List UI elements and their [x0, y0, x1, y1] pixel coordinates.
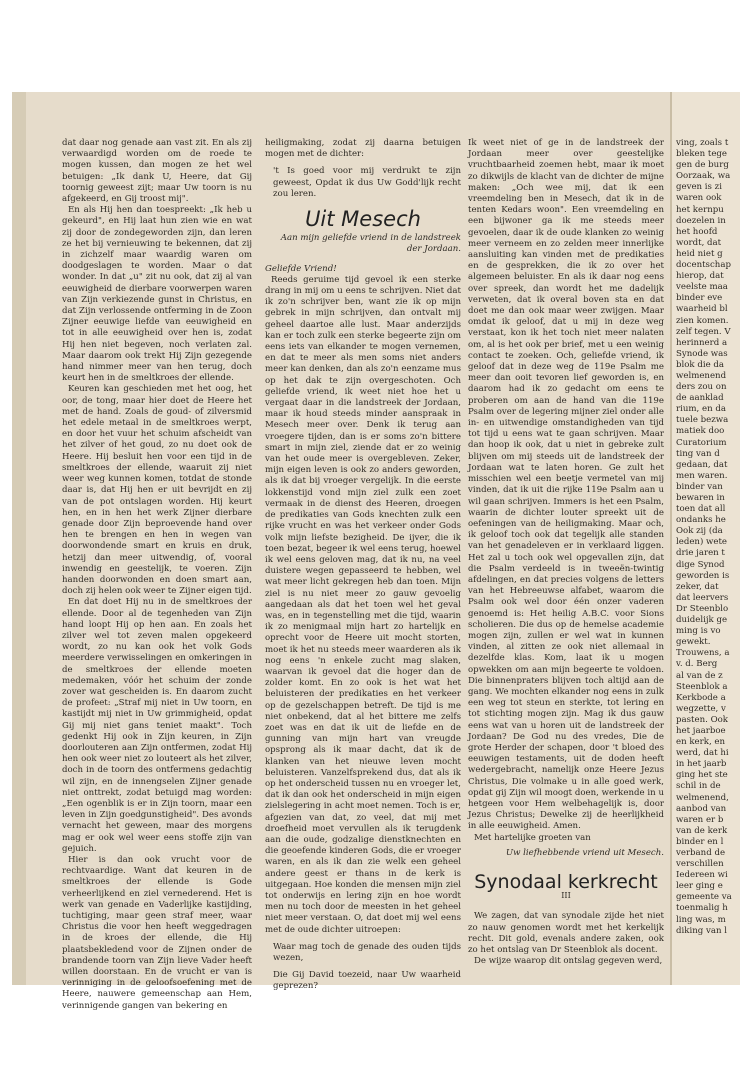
text-line: Dr Steenblo [676, 603, 729, 614]
text-line: de aanklad [676, 393, 724, 404]
text-line: het hoofd [676, 226, 718, 237]
text-line: het kernpu [676, 204, 724, 215]
text-line: en kerk, en [676, 737, 726, 748]
salutation: Geliefde Vriend! [265, 263, 337, 274]
text-line: leden) wete [676, 537, 728, 548]
text-line: toenmalig h [676, 903, 728, 914]
text-line: gewekt. [676, 637, 711, 648]
text-line: zeker, dat [676, 581, 719, 592]
text-line: het jaarboe [676, 725, 726, 736]
article-title-synodaal-kerkrecht: Synodaal kerkrecht [474, 871, 658, 893]
text-line: al van de z [676, 670, 723, 681]
paragraph: De wijze waarop dit ontslag gegeven werd, [474, 956, 663, 967]
page-binding-strip [12, 92, 26, 985]
text-line: wegzette, v [676, 703, 726, 714]
text-line: Steenblok a [676, 681, 728, 692]
dedication: Aan mijn geliefde vriend in de landstreek der Jordaan. [280, 233, 461, 255]
text-line: dige Synod [676, 559, 725, 570]
text-line: Curatorium [676, 437, 727, 448]
text-line: herinnerd a [676, 337, 728, 348]
column-1 [62, 138, 252, 1011]
text-line: gemeente va [676, 892, 732, 903]
text-line: docentschap [676, 260, 731, 271]
text-line: diking van l [676, 925, 727, 936]
text-line: geven is zi [676, 182, 722, 193]
text-line: ondanks he [676, 515, 726, 526]
text-line: rium, en da [676, 404, 726, 415]
text-line: zien komen. [676, 315, 729, 326]
paragraph: Keuren kan geschieden met het oog, het oor, de tong, maar hier doet de Heere het met de hand. Zoals de goud- of zilversmid het edele metaal in de smeltkroes werpt, en door het vuur het schuim afscheidt van het zilver of het goud, zo nu doet ook de Heere. Hij besluit hen voor een tijd in de smeltkroes der ellende, waaruit zij niet weer weg kunnen komen, totdat de stonde daar is, dat Hij hen er uit bevrijdt en zij van de pot ontslagen worden. Hij keurt hen, en in hen het werk Zijner dierbare genade door Zijn beproevende hand over hen te brengen en hen in wegen van doorwondende smart en kruis en druk, hetzij dan meer uitwendig, of, vooral inwendig en geestelijk, te voeren. Zijn handen doorwonden en doen smart aan, doch zij helen ook weer te Zijner eigen tijd. [62, 384, 252, 597]
text-line: leer ging e [676, 881, 723, 892]
paragraph: We zagen, dat van synodale zijde het niet zo nauw genomen wordt met het kerkelijk recht. Dit gold, evenals andere zaken, ook zo het ontslag van Dr Steenblok als docent. [468, 911, 664, 956]
text-line: pasten. Ook [676, 714, 728, 725]
paragraph: En als Hij hen dan toespreekt: „Ik heb u gekeurd", en Hij laat hun zien wie en wat zij door de zondegeworden zijn, dan leren ze het bij vernieuwing te bekennen, dat zij in zichzelf maar waardig waren om doodgeslagen te worden. Maar o dat wonder. In dat „u" zit nu ook, dat zij al van eeuwigheid de dierbare voorwerpen waren van Zijn verkiezende gunst in Christus, en dat Zijn verlossende ontferming in de Zoon Zijner eeuwige liefde van eeuwigheid en tot in alle eeuwigheid over hen is, zodat Hij hen niet begeven, noch verlaten zal. Maar daarom ook trekt Hij Zijn gezegende hand nimmer meer van hen terug, doch keurt hen in de smeltkroes der ellende. [62, 205, 252, 384]
closing: Met hartelijke groeten van [474, 832, 591, 843]
text-line: tuele bezwa [676, 415, 729, 426]
text-line: duidelijk ge [676, 615, 728, 626]
text-line: binder en l [676, 836, 724, 847]
text-line: ting van d [676, 448, 720, 459]
text-line: men waren. [676, 470, 728, 481]
text-line: drie jaren t [676, 548, 725, 559]
text-line: werd, dat hi [676, 748, 729, 759]
text-line: welmenend, [676, 792, 729, 803]
text-line: heid niet g [676, 248, 723, 259]
text-line: ming is vo [676, 626, 721, 637]
column-3 [468, 138, 664, 967]
text-line: waarheid bl [676, 304, 728, 315]
text-line: veelste maa [676, 282, 728, 293]
text-line: in het jaarb [676, 759, 727, 770]
text-line: dat leervers [676, 592, 729, 603]
text-line: v. d. Berg [676, 659, 718, 670]
text-line: binder van [676, 481, 723, 492]
column-2 [265, 138, 461, 992]
verse-line: Die Gij David toezeid, naar Uw waarheid geprezen? [273, 970, 461, 992]
text-line: Oorzaak, wa [676, 171, 731, 182]
text-line: binder eve [676, 293, 723, 304]
text-line: gen de burg [676, 160, 729, 171]
text-line: wordt, dat [676, 237, 722, 248]
text-line: welmenend [676, 370, 727, 381]
text-line: schil in de [676, 781, 721, 792]
text-line: verschillen [676, 859, 724, 870]
text-line: waren ook [676, 193, 722, 204]
text-line: Ook zij (da [676, 526, 723, 537]
text-line: ging het ste [676, 770, 728, 781]
text-line: ving, zoals t [676, 138, 729, 148]
text-line: Synode was [676, 348, 728, 359]
signature: Uw liefhebbende vriend uit Mesech. [505, 847, 664, 858]
text-line: Iedereen wi [676, 870, 728, 881]
paragraph: Hier is dan ook vrucht voor de rechtvaardige. Want dat keuren in de smeltkroes der ellende is Gode verheerlijkend en ziel vernederend. Het is werk van genade en Vaderlijke kastijding, tuchtiging, maar geen straf meer, waar Christus die voor hen heeft weggedragen in de kroes der ellende, die Hij plaatsbekledend voor de Zijnen onder de brandende toorn van Zijn lieve Vader heeft willen doorstaan. En de vrucht er van is verinniging in de geloofsoefening met de Heere, nauwere gemeenschap aan Hem, verinnigende gangen van bekering en [62, 855, 252, 1011]
text-line: aanbod van [676, 803, 727, 814]
verse-quote: 't Is goed voor mij verdrukt te zijn geweest, Opdat ik dus Uw Godd'lijk recht zou leren. [273, 166, 461, 199]
column-4-cropped [676, 138, 738, 936]
section-number: III [561, 891, 571, 901]
text-line: Trouwens, a [676, 648, 730, 659]
paragraph: dat daar nog genade aan vast zit. En als zij verwaardigd worden om de roede te mogen kussen, dan mogen ze het wel betuigen: „Ik dank U, Heere, dat Gij toornig geweest zijt; maar Uw toorn is nu afgekeerd, en Gij troost mij". [62, 138, 252, 205]
text-line: zelf tegen. V [676, 326, 731, 337]
paragraph: Ik weet niet of ge in de landstreek der Jordaan meer over geestelijke vruchtbaarheid zoemen hebt, maar ik moet zo dikwijls de klacht van de dichter de mijne maken: „Och wee mij, dat ik een vreemdeling ben in Mesech, dat ik in de tenten Kedars woon". Een vreemdeling en een bijwoner ga ik me steeds meer gevoelen, daar ik de oude klanken zo weinig meer verneem en zo zelden meer innerlijke aansluiting kan vinden met de predikaties en de gesprekken, die ik zo over het algemeen beluister. En als ik daar nog eens over spreek, dan wordt het me dadelijk verweten, dat ik overal boven sta en dat doet me dan ook maar weer zwijgen. Maar omdat ik geloof, dat u mij in deze weg verstaat, kon ik het toch niet meer nalaten om, al is het ook per brief, met u een weinig contact te zoeken. Och, geliefde vriend, ik geloof dat in deze weg de 119e Psalm me meer dan ooit tevoren lief geworden is, en daarom had ik zo gedacht om eens te proberen om aan de hand van die 119e Psalm over de legering mijner ziel onder alle in- en uitwendige omstandigheden van tijd tot tijd u eens wat te gaan schrijven. Maar dan hoop ik ook, dat u niet in gebreke zult blijven om mij steeds uit de landstreek der Jordaan wat te laten horen. Ge zult het misschien wel een beetje vermetel van mij vinden, dat ik uit die rijke 119e Psalm aan u wil gaan schrijven. Immers is het een Psalm, waarin de dichter louter spreekt uit de oefeningen van de heiligmaking. Maar och, ik geloof toch ook dat tegelijk alle standen van het genadeleven er in verklaard liggen. Het zal u toch ook wel opgevallen zijn, dat die Psalm verdeeld is in tweeën-twintig afdelingen, en dat precies volgens de letters van het Hebreeuwse alfabet, waarom die Psalm ook wel door één onzer vaderen genoemd is: Het heilig A.B.C. voor Sions scholieren. Die dus op de hemelse academie mogen zijn, zullen er wel wat in kunnen vinden, al zitten ze ook niet allemaal in dezelfde klas. Kom, laat ik u mogen opwekken om aan mijn begeerte te voldoen. Die binnenpraters blijven toch altijd aan de gang. We mochten elkander nog eens in zulk een weg tot steun en sterkte, tot lering en tot stichting mogen zijn. Mag ik dus gauw eens wat van u horen uit de landstreek der Jordaan? De God nu des vredes, Die de grote Herder der schapen, door 't bloed des eeuwigen testaments, uit de doden heeft wedergebracht, namelijk onze Heere Jezus Christus, Die volmake u in alle goed werk, opdat gij Zijn wil moogt doen, werkende in u hetgeen voor Hem welbehagelijk is, door Jezus Christus; Dewelke zij de heerlijkheid in alle eeuwigheid. Amen. [468, 138, 664, 832]
text-line: geworden is [676, 570, 730, 581]
text-line: ling was, m [676, 914, 726, 925]
text-line: blok die da [676, 359, 725, 370]
text-line: van de kerk [676, 825, 728, 836]
text-line: hierop, dat [676, 271, 724, 282]
text-line: Kerkbode a [676, 692, 726, 703]
text-line: matiek doo [676, 426, 725, 437]
text-line: toen dat all [676, 504, 726, 515]
text-line: ders zou on [676, 382, 727, 393]
text-line: bleken tege [676, 149, 728, 160]
verse-line: Waar mag toch de genade des ouden tijds wezen, [273, 941, 461, 964]
text-line: bewaren in [676, 493, 725, 503]
text-line: gedaan, dat [676, 459, 728, 470]
paragraph: Reeds geruime tijd gevoel ik een sterke drang in mij om u eens te schrijven. Niet dat ik zo'n schrijver ben, want zie ik op mijn gebrek in mijn schrijven, dan ontvalt mij geheel daartoe alle lust. Maar anderzijds kan er toch zulk een sterke begeerte zijn om eens iets van elkander te mogen vernemen, en dat te meer als men soms niet anders meer kan denken, dan als zo'n eenzame mus op het dak te zijn overgeschoten. Och geliefde vriend, ik weet niet hoe het u vergaat daar in die landstreek der Jordaan, maar ik houd steeds minder aanspraak in Mesech meer over. Denk ik terug aan vroegere tijden, dan is er soms zo'n bittere smart in mijn ziel, ziende dat er zo weinig van het oude meer is overgebleven. Zeker, mijn eigen leven is ook zo anders geworden, als ik dat bij vroeger vergelijk. In die eerste lokkenstijd vond mijn ziel zulk een zoet vermaak in de dienst des Heeren, droegen de predikaties van Gods knechten zulk een rijke vrucht en was het verkeer onder Gods volk mijn liefste bezigheid. De ijver, die ik toen bezat, begeer ik wel eens terug, hoewel ik wel eens geloven mag, dat ik nu, na veel duistere wegen gepasseerd te hebben, wel wat meer licht gekregen heb dan toen. Mijn ziel is nu niet meer zo gauw gevoelig aangedaan als dat het toen wel het geval was, en in tegenstelling met die tijd, waarin ik zo menigmaal mijn hart zo hartelijk en oprecht voor de Heere uit mocht storten, moet ik het nu steeds meer waarderen als ik nog eens 'n enkele zucht mag slaken, waarvan ik gevoel dat die hoger dan de zolder komt. En zo ook is het wat het beluisteren der predikaties en het verkeer op de gezelschappen betreft. De tijd is me niet onbekend, dat al het bittere me zelfs zoet was en dat ik uit de liefde en de gunning van mijn hart van vreugde opsprong als ik maar dacht, dat ik de klanken van het nieuwe leven mocht beluisteren. Vanzelfsprekend dus, dat als ik op het onderscheid tussen nu en vroeger let, dat ik dan ook het onderscheid in mijn eigen zielslegering in acht moet nemen. Toch is er, afgezien van dat, zo veel, dat mij met droefheid moet vervullen als ik terugdenk aan die oude, godzalige dienstknechten en die geoefende kinderen Gods, die er vroeger waren, en als ik dan zie welk een geheel andere geest er thans in de kerk is uitgegaan. Hoe konden die mensen mijn ziel tot onderwijs en lering zijn en hoe wordt men nu toch door de meesten in het geheel niet meer verstaan. O, dat doet mij wel eens met de oude dichter uitroepen: [265, 274, 461, 935]
paragraph: heiligmaking, zodat zij daarna betuigen mogen met de dichter: [265, 138, 461, 160]
paragraph: En dat doet Hij nu in de smeltkroes der ellende. Door al de tegenheden van Zijn hand loopt Hij op hen aan. En zoals het zilver wel tot zeven malen opgekeerd wordt, zo nu kan ook het volk Gods meerdere verwisselingen en omkeringen in de smeltkroes der ellende moeten medemaken, vóór het schuim der zonde zover wat gescheiden is. En daarom zucht de profeet: „Straf mij niet in Uw toorn, en kastijdt mij niet in Uw grimmigheid, opdat Gij mij niet gans teniet maakt". Toch gedenkt Hij ook in Zijn keuren, in Zijn doorlouteren aan Zijn ontfermen, zodat Hij hen ook weer niet zo louteert als het zilver, doch in de toorn des ontfermens gedachtig wil zijn, en de innengselen Zijner genade niet onttrekt, zodat betuigd mag worden: „Een ogenblik is er in Zijn toorn, maar een leven in Zijn goedgunstigheid". Des avonds vernacht het geween, maar des morgens mag er ook wel weer eens stoffe zijn van gejuich. [62, 597, 252, 854]
article-title-uit-mesech: Uit Mesech [305, 207, 421, 232]
text-line: waren er b [676, 814, 724, 825]
text-line: verband de [676, 848, 726, 858]
text-line: doezelen in [676, 215, 726, 226]
